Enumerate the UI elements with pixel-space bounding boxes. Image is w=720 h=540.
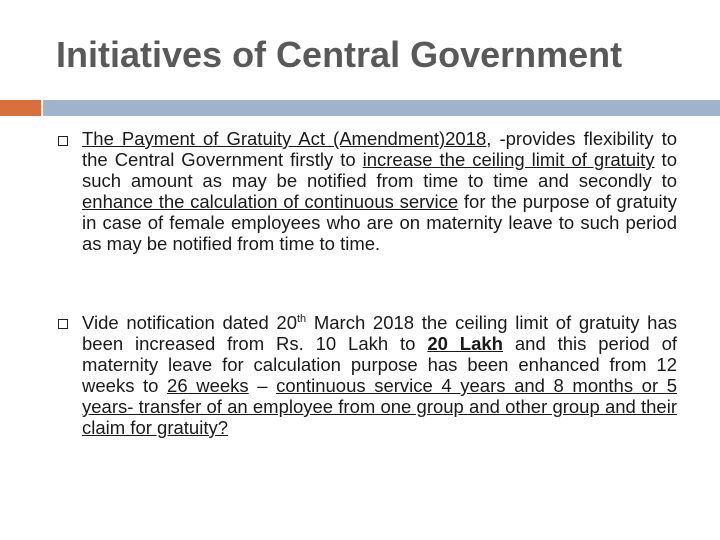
bullet-2-segment: –	[248, 375, 277, 396]
ordinal-suffix: th	[297, 312, 307, 325]
continuous-service-phrase: continuous service 4 years and 8 months or 5 years- transfer of an employee from one group and other group and their claim for gratuity?	[82, 375, 677, 438]
bullet-2-icon	[58, 319, 68, 329]
weeks-phrase: 26 weeks	[167, 375, 249, 396]
bullet-2-segment: and this period of maternity leave for calculation purpose has been enhanced from 12 weeks to	[82, 333, 677, 396]
accent-bar-orange	[0, 100, 41, 116]
accent-bar-blue	[43, 100, 720, 116]
act-name-link: The Payment of Gratuity Act (Amendment)2018	[82, 128, 487, 149]
bullet-1-text	[82, 128, 677, 254]
bullet-2-segment: March 2018 the ceiling limit of gratuity has been increased from Rs. 10 Lakh to	[82, 312, 677, 354]
bullet-2-text	[82, 312, 677, 438]
bullet-1-segment: , -provides flexibility to the Central Government firstly to	[82, 128, 678, 170]
bullet-1-icon	[58, 136, 68, 146]
increase-ceiling-phrase: increase the ceiling limit of gratuity	[362, 149, 655, 170]
bullet-1-segment: to such amount as may be notified from time to time and secondly to	[82, 149, 677, 191]
bullet-2-segment: Vide notification dated 20	[82, 312, 297, 333]
slide-title: Initiatives of Central Government	[56, 34, 623, 75]
bullet-1-segment: for the purpose of gratuity in case of female employees who are on maternity leave to such period as may be notified from time to time.	[82, 191, 677, 254]
amount-phrase: 20 Lakh	[427, 333, 503, 354]
enhance-calculation-phrase: enhance the calculation of continuous service	[82, 191, 459, 212]
